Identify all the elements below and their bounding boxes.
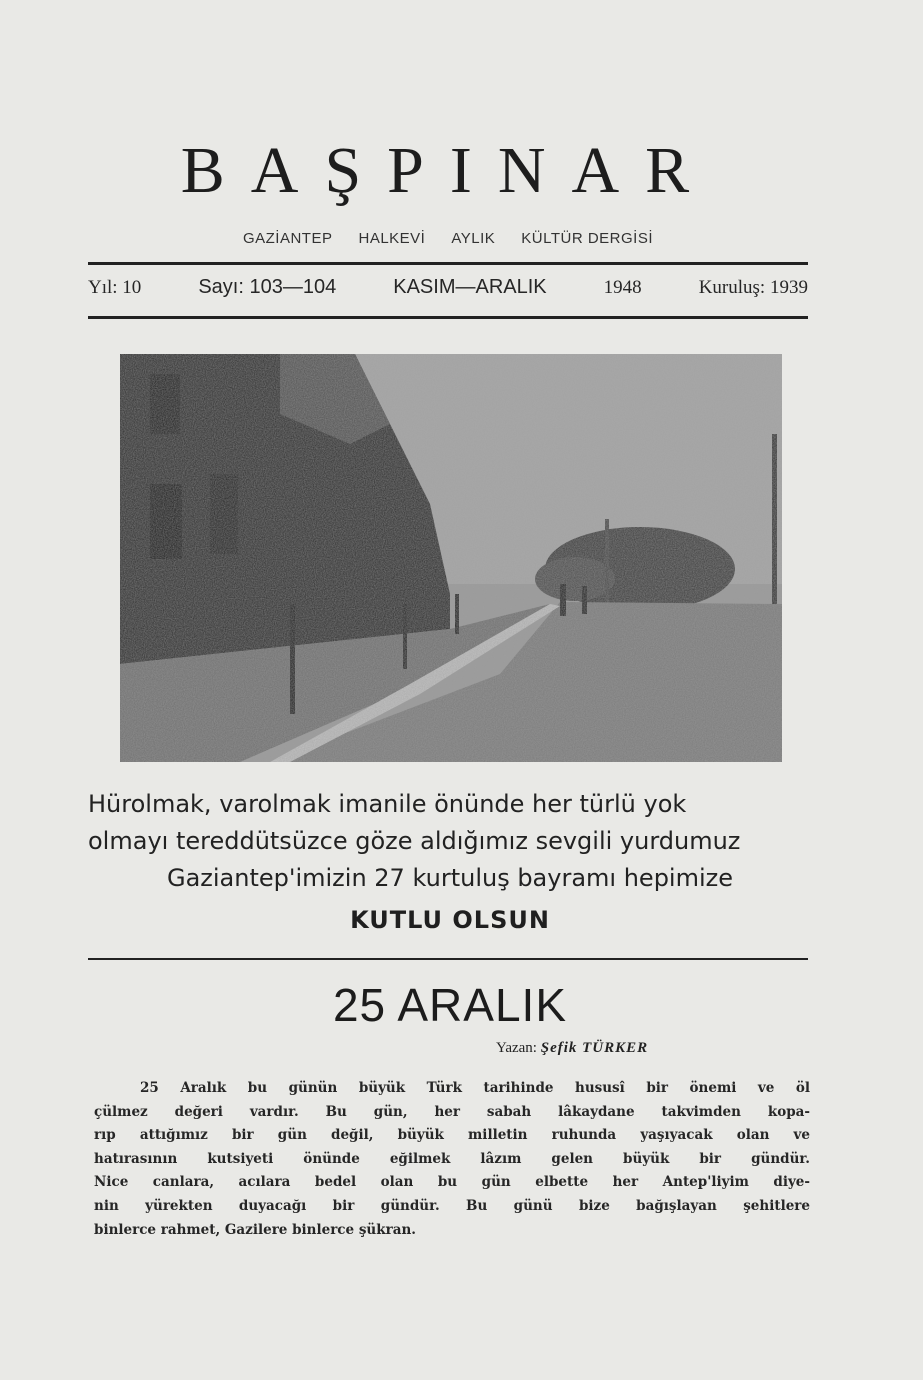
tribute-line-3: Gaziantep'imizin 27 kurtuluş bayramı hepimize <box>166 864 734 892</box>
issue-date-year: 1948 <box>603 277 642 298</box>
section-divider <box>88 958 808 960</box>
street-photo <box>120 354 782 762</box>
issue-info-line <box>88 276 808 299</box>
magazine-title: BAŞPINAR <box>180 134 716 207</box>
issue-year: Yıl: 10 <box>88 277 142 298</box>
tribute-line-1: Hürolmak, varolmak imanile önünde her türlü yok <box>88 790 687 818</box>
magazine-subtitle <box>88 230 808 247</box>
founded-year: Kuruluş: 1939 <box>698 277 808 298</box>
subtitle-halkevi: HALKEVİ <box>358 230 426 247</box>
article-line: 25 Aralık bu günün büyük Türk tarihinde hususî bir önemi ve öl <box>140 1080 810 1096</box>
article-line: binlerce rahmet, Gazilere binlerce şükran. <box>94 1221 416 1238</box>
article-body <box>94 1077 810 1242</box>
subtitle-type: KÜLTÜR DERGİSİ <box>521 230 654 247</box>
issue-number: Sayı: 103—104 <box>198 276 337 298</box>
article-line: nin yürekten duyacağı bir gündür. Bu günü bize bağışlayan şehitlere <box>94 1197 810 1214</box>
tribute-message <box>88 786 812 897</box>
subtitle-city: GAZİANTEP <box>242 230 333 247</box>
subtitle-frequency: AYLIK <box>451 230 496 247</box>
article-line: çülmez değeri vardır. Bu gün, her sabah lâkaydane takvimden kopa- <box>94 1103 810 1120</box>
byline-prefix: Yazan: <box>496 1040 537 1056</box>
article-line: hatırasının kutsiyeti önünde eğilmek lâzım gelen büyük bir gündür. <box>94 1150 810 1167</box>
header-rule-bottom <box>88 316 808 319</box>
article-title: 25 ARALIK <box>332 979 568 1031</box>
author-name: Şefik TÜRKER <box>540 1040 649 1056</box>
article-line: rıp attığımız bir gün değil, büyük milletin ruhunda yaşıyacak olan ve <box>94 1127 810 1144</box>
issue-months: KASIM—ARALIK <box>393 276 547 298</box>
article-line: Nice canlara, acılara bedel olan bu gün elbette her Antep'liyim diye- <box>94 1174 810 1191</box>
tribute-closing: KUTLU OLSUN <box>350 906 550 934</box>
article-byline <box>496 1040 648 1057</box>
tribute-line-2: olmayı tereddütsüzce göze aldığımız sevgili yurdumuz <box>88 827 741 855</box>
header-rule-top <box>88 262 808 265</box>
